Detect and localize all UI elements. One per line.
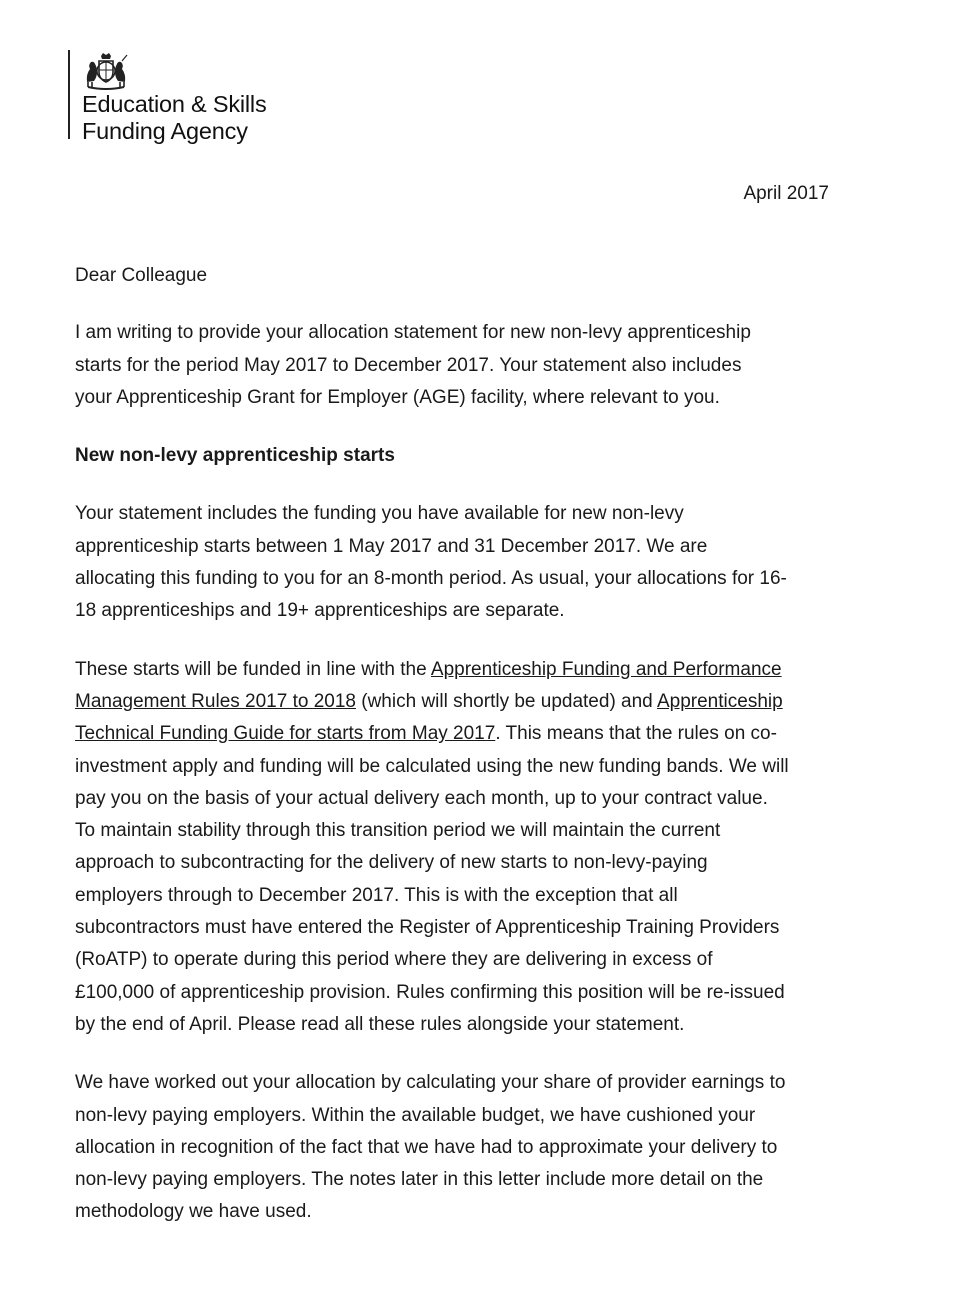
text-line: allocation in recognition of the fact that we have had to approximate your delivery to — [75, 1136, 778, 1158]
text-fragment: . This means that the rules on co- — [495, 723, 777, 745]
text-line: We have worked out your allocation by calculating your share of provider earnings to — [75, 1072, 786, 1094]
funding-rules-link[interactable]: Management Rules 2017 to 2018 — [75, 690, 356, 712]
agency-name-line2: Funding Agency — [82, 118, 248, 144]
text-line: pay you on the basis of your actual delivery each month, up to your contract value. — [75, 787, 768, 809]
section-heading: New non-levy apprenticeship starts — [75, 445, 395, 467]
text-line — [75, 686, 835, 718]
text-line: non-levy paying employers. The notes later in this letter include more detail on the — [75, 1169, 764, 1191]
text-line: 18 apprenticeships and 19+ apprenticeships are separate. — [75, 600, 565, 622]
text-line — [75, 654, 835, 686]
agency-name-line1: Education & Skills — [82, 91, 267, 117]
salutation: Dear Colleague — [75, 265, 208, 286]
text-line: allocating this funding to you for an 8-month period. As usual, your allocations for 16- — [75, 568, 787, 590]
text-line: starts for the period May 2017 to December 2017. Your statement also includes — [75, 354, 742, 376]
text-line: by the end of April. Please read all these rules alongside your statement. — [75, 1013, 685, 1035]
intro-paragraph — [75, 317, 835, 414]
letter-body — [75, 260, 835, 1255]
funding-period-paragraph — [75, 498, 835, 627]
text-line: methodology we have used. — [75, 1201, 312, 1223]
text-line: employers through to December 2017. This is with the exception that all — [75, 884, 678, 906]
funding-rules-link[interactable]: Apprenticeship Funding and Performance — [430, 658, 782, 680]
royal-coat-of-arms-icon — [82, 52, 130, 90]
allocation-method-paragraph — [75, 1067, 835, 1228]
text-line: approach to subcontracting for the delivery of new starts to non-levy-paying — [75, 852, 708, 874]
letter-date: April 2017 — [743, 183, 829, 204]
technical-funding-guide-link[interactable]: Apprenticeship — [656, 690, 783, 712]
text-line: non-levy paying employers. Within the available budget, we have cushioned your — [75, 1104, 756, 1126]
technical-funding-guide-link[interactable]: Technical Funding Guide for starts from May 2017 — [75, 723, 496, 745]
text-line: £100,000 of apprenticeship provision. Rules confirming this position will be re-issued — [75, 981, 785, 1003]
text-line — [75, 718, 835, 750]
text-line: I am writing to provide your allocation statement for new non-levy apprenticeship — [75, 322, 751, 344]
agency-name — [82, 91, 267, 145]
letterhead — [68, 50, 267, 144]
text-line: Your statement includes the funding you have available for new non-levy — [75, 503, 684, 525]
text-fragment: These starts will be funded in line with the — [75, 658, 431, 680]
text-line: To maintain stability through this transition period we will maintain the current — [75, 820, 721, 842]
text-fragment: (which will shortly be updated) and — [355, 690, 657, 712]
funding-rules-paragraph — [75, 654, 835, 1042]
text-line: investment apply and funding will be calculated using the new funding bands. We will — [75, 755, 789, 777]
text-line: (RoATP) to operate during this period where they are delivering in excess of — [75, 949, 713, 971]
text-line: apprenticeship starts between 1 May 2017 and 31 December 2017. We are — [75, 535, 708, 557]
text-line: your Apprenticeship Grant for Employer (AGE) facility, where relevant to you. — [75, 386, 720, 408]
text-line: subcontractors must have entered the Register of Apprenticeship Training Providers — [75, 917, 780, 939]
